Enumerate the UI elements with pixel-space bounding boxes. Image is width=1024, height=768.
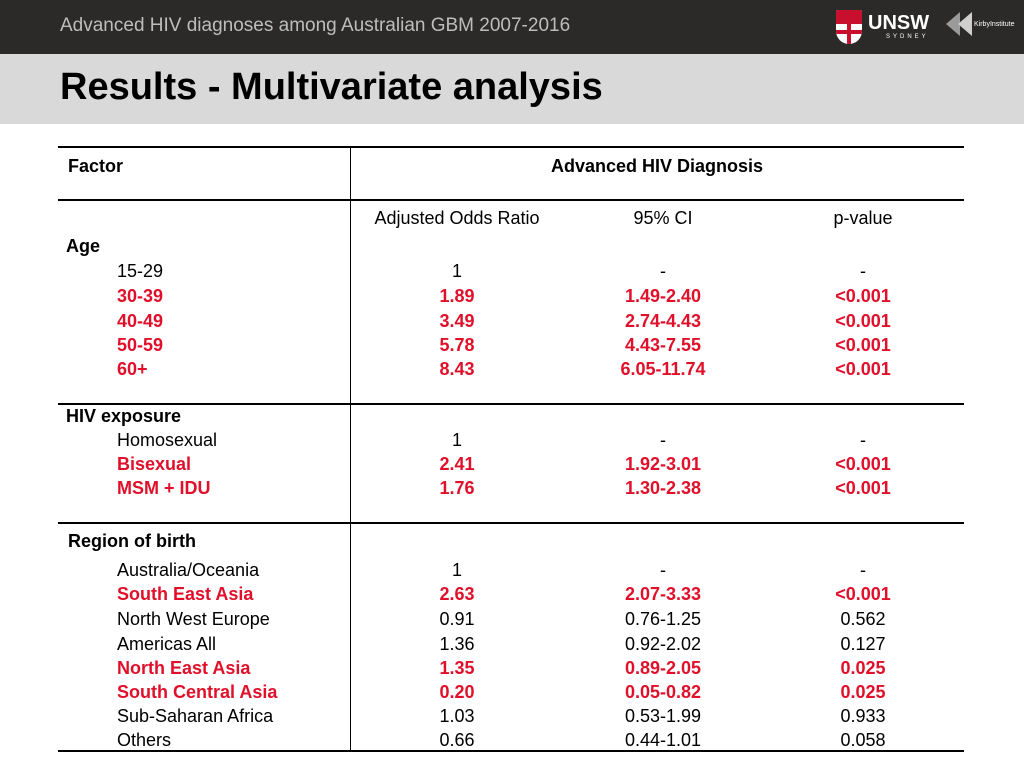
pvalue-cell: <0.001	[835, 286, 891, 306]
pvalue-cell: 0.058	[840, 730, 886, 750]
pvalue-header: p-value	[833, 208, 893, 228]
row-label: Bisexual	[117, 454, 192, 474]
aor-cell: 1.36	[439, 634, 475, 654]
section-rule-exposure	[58, 522, 964, 524]
ci-cell: 4.43-7.55	[624, 335, 702, 355]
pvalue-cell: <0.001	[835, 478, 891, 498]
aor-cell: 0.91	[439, 609, 475, 629]
slide-title: Results - Multivariate analysis	[60, 66, 603, 108]
presentation-subtitle: Advanced HIV diagnoses among Australian GBM 2007-2016	[60, 15, 571, 36]
pvalue-cell: <0.001	[835, 311, 891, 331]
row-label: 40-49	[117, 311, 164, 331]
pvalue-cell: 0.562	[840, 609, 886, 629]
ci-cell: -	[660, 261, 666, 281]
pvalue-cell: <0.001	[835, 584, 891, 604]
aor-cell: 2.41	[439, 454, 475, 474]
pvalue-cell: 0.025	[840, 682, 886, 702]
table-top-rule	[58, 146, 964, 148]
ci-header: 95% CI	[633, 208, 693, 228]
row-label: Americas All	[117, 634, 217, 654]
ci-cell: 0.89-2.05	[624, 658, 702, 678]
aor-cell: 1.89	[439, 286, 475, 306]
pvalue-cell: 0.127	[840, 634, 886, 654]
ci-cell: 1.49-2.40	[624, 286, 702, 306]
aor-cell: 1.03	[439, 706, 475, 726]
ci-cell: -	[660, 430, 666, 450]
row-label: MSM + IDU	[117, 478, 211, 498]
aor-cell: 2.63	[439, 584, 475, 604]
aor-cell: 0.66	[439, 730, 475, 750]
pvalue-cell: <0.001	[835, 359, 891, 379]
aor-cell: 1.35	[439, 658, 475, 678]
advanced-hiv-header: Advanced HIV Diagnosis	[550, 156, 764, 176]
aor-cell: 1	[451, 560, 463, 580]
row-label: South Central Asia	[117, 682, 278, 702]
section-title: HIV exposure	[66, 406, 182, 426]
row-label: Others	[117, 730, 172, 750]
section-title: Region of birth	[68, 531, 196, 551]
aor-cell: 0.20	[439, 682, 475, 702]
row-label: Sub-Saharan Africa	[117, 706, 274, 726]
row-label: 60+	[117, 359, 148, 379]
aor-cell: 1.76	[439, 478, 475, 498]
ci-cell: 0.76-1.25	[624, 609, 702, 629]
row-label: 30-39	[117, 286, 164, 306]
ci-cell: 0.05-0.82	[624, 682, 702, 702]
row-label: 50-59	[117, 335, 164, 355]
pvalue-cell: <0.001	[835, 454, 891, 474]
factor-header: Factor	[68, 156, 124, 176]
pvalue-cell: -	[860, 560, 866, 580]
header-rule	[58, 199, 964, 201]
unsw-logo-subtext: SYDNEY	[886, 34, 929, 40]
pvalue-cell: -	[860, 261, 866, 281]
aor-header: Adjusted Odds Ratio	[374, 208, 540, 228]
ci-cell: 1.30-2.38	[624, 478, 702, 498]
aor-cell: 1	[451, 261, 463, 281]
section-rule-age	[58, 403, 964, 405]
row-label: Australia/Oceania	[117, 560, 260, 580]
pvalue-cell: 0.933	[840, 706, 886, 726]
ci-cell: 2.74-4.43	[624, 311, 702, 331]
row-label: Homosexual	[117, 430, 218, 450]
aor-cell: 3.49	[439, 311, 475, 331]
unsw-logo-text: UNSW	[868, 12, 930, 34]
row-label: North East Asia	[117, 658, 251, 678]
kirby-logo-text: KirbyInstitute	[974, 20, 1015, 28]
row-label: 15-29	[117, 261, 164, 281]
ci-cell: 6.05-11.74	[620, 359, 706, 379]
aor-cell: 5.78	[439, 335, 475, 355]
section-title: Age	[66, 236, 101, 256]
ci-cell: 0.53-1.99	[624, 706, 702, 726]
pvalue-cell: 0.025	[840, 658, 886, 678]
ci-cell: 2.07-3.33	[624, 584, 702, 604]
ci-cell: 1.92-3.01	[624, 454, 702, 474]
pvalue-cell: -	[860, 430, 866, 450]
ci-cell: -	[660, 560, 666, 580]
table-bottom-rule	[58, 750, 964, 752]
ci-cell: 0.44-1.01	[624, 730, 702, 750]
aor-cell: 1	[451, 430, 463, 450]
row-label: North West Europe	[117, 609, 270, 629]
row-label: South East Asia	[117, 584, 254, 604]
ci-cell: 0.92-2.02	[624, 634, 702, 654]
pvalue-cell: <0.001	[835, 335, 891, 355]
column-divider	[350, 147, 351, 751]
aor-cell: 8.43	[439, 359, 475, 379]
